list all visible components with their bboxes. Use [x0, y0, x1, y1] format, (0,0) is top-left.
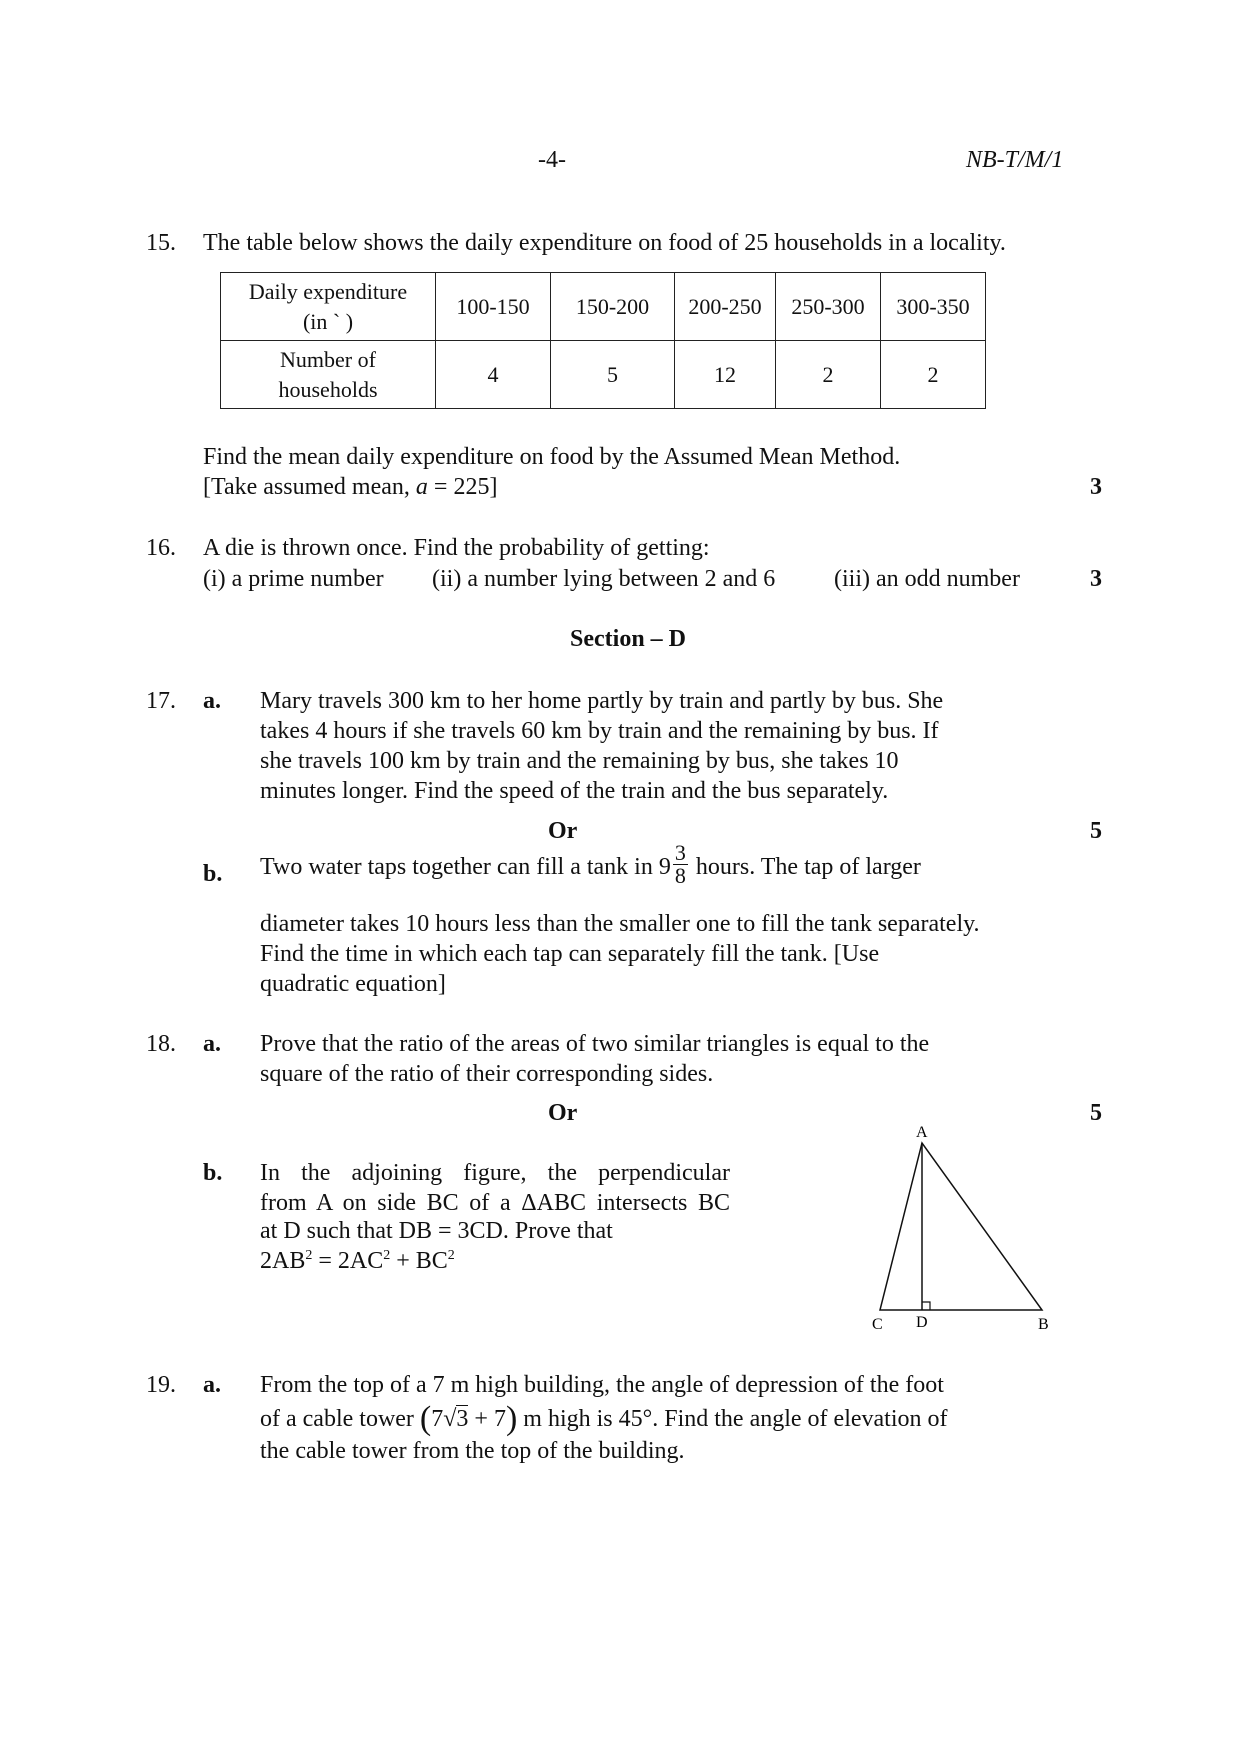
- table-cell: 300-350: [881, 273, 986, 341]
- table-cell: 250-300: [776, 273, 881, 341]
- q18-part-b-text: [260, 1158, 730, 1218]
- q17-part-b-text: [260, 909, 980, 999]
- q17-part-a-label: a.: [203, 688, 221, 714]
- q15-intro: The table below shows the daily expenditure on food of 25 households in a locality.: [203, 230, 1006, 256]
- table-cell: 100-150: [436, 273, 551, 341]
- vertex-label-d: D: [916, 1314, 928, 1331]
- table-header-cell: [221, 341, 436, 409]
- line2-post: m high is 45°. Find the angle of elevation of: [517, 1406, 948, 1432]
- b-pre-text: Two water taps together can fill a tank in 9: [260, 854, 671, 881]
- expr-constant: + 7: [468, 1406, 506, 1432]
- open-paren: (: [419, 1400, 432, 1437]
- vertex-label-c: C: [872, 1316, 883, 1333]
- paper-code: NB-T/M/1: [966, 147, 1064, 173]
- q18-or: Or: [548, 1100, 578, 1126]
- text-line: Mary travels 300 km to her home partly by train and partly by bus. She: [260, 688, 944, 714]
- hint-suffix: = 225]: [427, 474, 498, 500]
- table-cell: 2: [776, 341, 881, 409]
- text-line: Prove that the ratio of the areas of two similar triangles is equal to the: [260, 1031, 930, 1057]
- text-line: Find the time in which each tap can separately fill the tank. [Use: [260, 941, 880, 967]
- table-cell: 150-200: [551, 273, 675, 341]
- question-number-16: 16.: [146, 535, 176, 561]
- text-line: quadratic equation]: [260, 971, 446, 997]
- b-post-text: hours. The tap of larger: [689, 854, 921, 881]
- page-number: -4-: [538, 147, 566, 173]
- fraction-denominator: 8: [674, 863, 686, 888]
- eq-part: = 2AC: [312, 1248, 384, 1274]
- row-label-line: Daily expenditure: [248, 278, 408, 304]
- vertex-label-a: A: [916, 1125, 928, 1141]
- table-cell: 200-250: [675, 273, 776, 341]
- question-number-19: 19.: [146, 1372, 176, 1398]
- q19-line-2: [260, 1400, 948, 1438]
- q15-task: Find the mean daily expenditure on food by the Assumed Mean Method.: [203, 444, 901, 470]
- table-row: [221, 273, 986, 341]
- q16-marks: 3: [1090, 566, 1102, 592]
- q18-part-a-text: [260, 1029, 929, 1089]
- q16-option-2: (ii) a number lying between 2 and 6: [432, 566, 776, 592]
- q17-part-a-text: [260, 686, 943, 806]
- table-cell: 2: [881, 341, 986, 409]
- q15-hint: [203, 474, 497, 501]
- eq-exponent: 2: [447, 1248, 455, 1263]
- table-row: [221, 341, 986, 409]
- expenditure-table: [220, 272, 986, 409]
- q16-option-3: (iii) an odd number: [834, 566, 1020, 592]
- text-line: from A on side BC of a ΔABC intersects BC: [260, 1190, 730, 1216]
- text-line: she travels 100 km by train and the remaining by bus, she takes 10: [260, 748, 899, 774]
- row-label-line: households: [278, 376, 378, 402]
- q17-part-b-label: b.: [203, 861, 223, 887]
- expr-coefficient: 7: [431, 1406, 444, 1432]
- q17-marks: 5: [1090, 818, 1102, 844]
- right-angle-mark: [922, 1302, 930, 1310]
- text-line: diameter takes 10 hours less than the smaller one to fill the tank separately.: [260, 911, 980, 937]
- q18-part-b-label: b.: [203, 1160, 223, 1186]
- question-number-15: 15.: [146, 230, 176, 256]
- q19-line-1: From the top of a 7 m high building, the angle of depression of the foot: [260, 1372, 944, 1398]
- table-cell: 5: [551, 341, 675, 409]
- q16-intro: A die is thrown once. Find the probability of getting:: [203, 535, 710, 561]
- q17-part-b-first-line: [260, 840, 921, 891]
- row-label-line: (in ` ): [302, 308, 354, 334]
- vertex-label-b: B: [1038, 1316, 1049, 1333]
- table-cell: 4: [436, 341, 551, 409]
- section-title: Section – D: [570, 626, 686, 652]
- text-line: square of the ratio of their corresponding sides.: [260, 1061, 714, 1087]
- row-label-line: Number of: [280, 346, 376, 372]
- question-number-18: 18.: [146, 1031, 176, 1057]
- q19-part-a-label: a.: [203, 1372, 221, 1398]
- q15-marks: 3: [1090, 474, 1102, 500]
- eq-part: + BC: [390, 1248, 448, 1274]
- hint-variable: a: [415, 474, 428, 500]
- hint-prefix: [Take assumed mean,: [203, 474, 416, 500]
- line2-pre: of a cable tower: [260, 1406, 420, 1432]
- triangle-abc: [880, 1143, 1042, 1310]
- fraction: [673, 842, 688, 887]
- q18-part-b-line-3: at D such that DB = 3CD. Prove that: [260, 1218, 613, 1244]
- sqrt-symbol: √: [443, 1406, 457, 1432]
- close-paren: ): [505, 1400, 518, 1437]
- table-cell: 12: [675, 341, 776, 409]
- expr-radicand: 3: [456, 1406, 469, 1432]
- q18-part-a-label: a.: [203, 1031, 221, 1057]
- eq-exponent: 2: [305, 1248, 313, 1263]
- eq-part: 2AB: [260, 1248, 306, 1274]
- table-header-cell: [221, 273, 436, 341]
- text-line: minutes longer. Find the speed of the train and the bus separately.: [260, 778, 889, 804]
- q19-line-3: the cable tower from the top of the building.: [260, 1438, 685, 1464]
- q16-option-1: (i) a prime number: [203, 566, 384, 592]
- text-line: takes 4 hours if she travels 60 km by train and the remaining by bus. If: [260, 718, 939, 744]
- triangle-figure: [870, 1125, 1070, 1335]
- eq-exponent: 2: [383, 1248, 391, 1263]
- fraction-numerator: 3: [674, 840, 686, 865]
- question-number-17: 17.: [146, 688, 176, 714]
- q18-marks: 5: [1090, 1100, 1102, 1126]
- q18-equation: [260, 1248, 455, 1275]
- text-line: In the adjoining figure, the perpendicular: [260, 1160, 730, 1186]
- q17-or: Or: [548, 818, 578, 844]
